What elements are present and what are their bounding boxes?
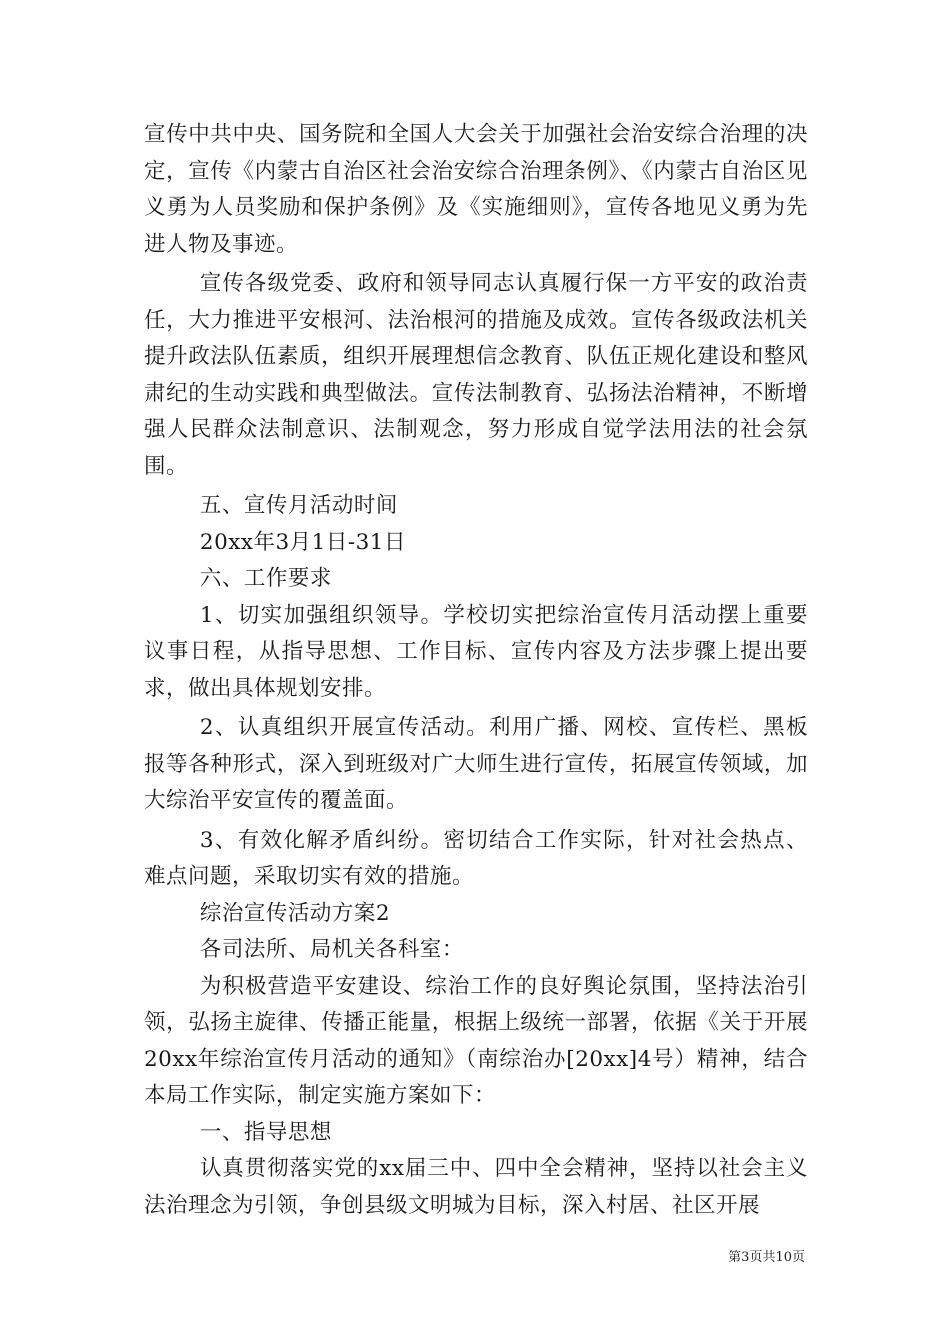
document-body <box>144 117 808 1224</box>
section-heading-6: 六、工作要求 <box>199 566 332 591</box>
intro-paragraph: 为积极营造平安建设、综治工作的良好舆论氛围，坚持法治引领，弘扬主旋律、传播正能量，根据上级统一部署，依据《关于开展20xx年综治宣传月活动的通知》（南综治办[20xx]4号）精神，结合本局工作实际，制定实施方案如下： <box>144 973 808 1108</box>
paragraph-2: 宣传各级党委、政府和领导同志认真履行保一方平安的政治责任，大力推进平安根河、法治根河的措施及成效。宣传各级政法机关提升政法队伍素质，组织开展理想信念教育、队伍正规化建设和整风肃纪的生动实践和典型做法。宣传法制教育、弘扬法治精神，不断增强人民群众法制意识、法制观念，努力形成自觉学法用法的社会氛围。 <box>144 271 808 479</box>
section-heading-1: 一、指导思想 <box>199 1119 332 1145</box>
paragraph-1: 宣传中共中央、国务院和全国人大会关于加强社会治安综合治理的决定，宣传《内蒙古自治区社会治安综合治理条例》、《内蒙古自治区见义勇为人员奖励和保护条例》及《实施细则》，宣传各地见义勇为先进人物及事迹。 <box>144 122 808 257</box>
section-heading-5: 五、宣传月活动时间 <box>199 493 398 518</box>
requirement-2: 2、认真组织开展宣传活动。利用广播、网校、宣传栏、黑板报等各种形式，深入到班级对广大师生进行宣传，拓展宣传领域，加大综治平安宣传的覆盖面。 <box>144 715 808 813</box>
activity-date: 20xx年3月1日-31日 <box>199 529 406 555</box>
requirement-1: 1、切实加强组织领导。学校切实把综治宣传月活动摆上重要议事日程，从指导思想、工作目标、宣传内容及方法步骤上提出要求，做出具体规划安排。 <box>144 602 808 701</box>
addressee-line: 各司法所、局机关各科室： <box>199 937 464 962</box>
page-number-footer: 第3页共10页 <box>728 1250 805 1265</box>
requirement-3: 3、有效化解矛盾纠纷。密切结合工作实际，针对社会热点、难点问题，采取切实有效的措施。 <box>144 827 808 889</box>
guiding-thought-paragraph: 认真贯彻落实党的xx届三中、四中全会精神，坚持以社会主义法治理念为引领，争创县级文明城为目标，深入村居、社区开展 <box>144 1156 808 1218</box>
plan-2-title: 综治宣传活动方案2 <box>199 900 391 926</box>
